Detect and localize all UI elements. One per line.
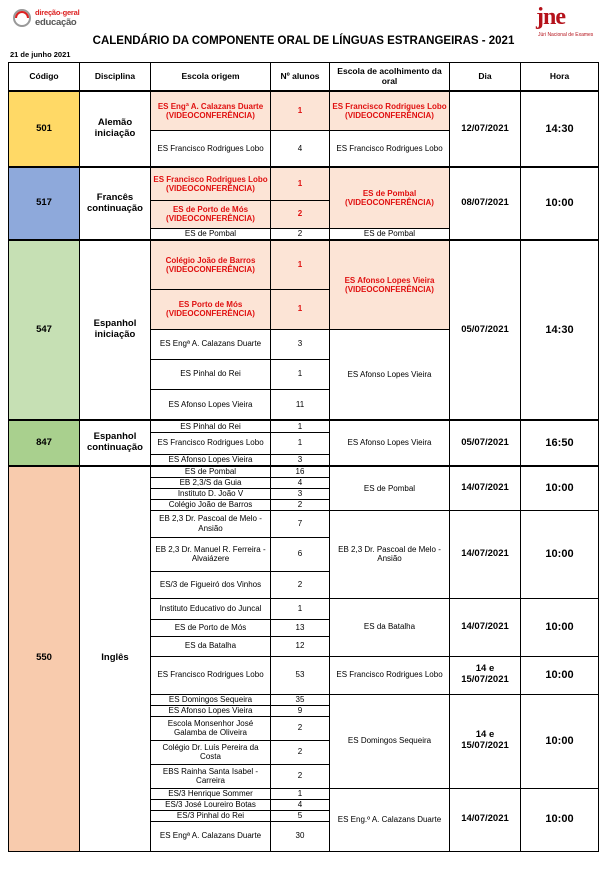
page-header bbox=[0, 0, 607, 62]
exam-date: 05/07/2021 bbox=[450, 420, 521, 466]
origin-school: Instituto Educativo do Juncal bbox=[151, 598, 271, 619]
student-count: 2 bbox=[271, 571, 330, 598]
origin-school: ES Afonso Lopes Vieira bbox=[151, 454, 271, 466]
col-header-escola-origem: Escola origem bbox=[151, 63, 271, 92]
origin-school: Instituto D. João V bbox=[151, 488, 271, 499]
group-discipline: Espanhol continuação bbox=[80, 420, 151, 466]
group-discipline: Alemão iniciação bbox=[80, 91, 151, 167]
origin-school: EBS Rainha Santa Isabel - Carreira bbox=[151, 764, 271, 788]
dge-logo bbox=[13, 6, 103, 32]
exam-date: 05/07/2021 bbox=[450, 240, 521, 420]
origin-school: Escola Monsenhor José Galamba de Oliveira bbox=[151, 716, 271, 740]
group-discipline: Francês continuação bbox=[80, 167, 151, 240]
origin-school: ES de Porto de Mós (VIDEOCONFERÊNCIA) bbox=[151, 200, 271, 228]
student-count: 12 bbox=[271, 636, 330, 656]
student-count: 4 bbox=[271, 799, 330, 810]
origin-school: ES Francisco Rodrigues Lobo bbox=[151, 432, 271, 454]
group-discipline: Espanhol iniciação bbox=[80, 240, 151, 420]
student-count: 2 bbox=[271, 200, 330, 228]
col-header-disciplina: Disciplina bbox=[80, 63, 151, 92]
group-code: 517 bbox=[9, 167, 80, 240]
origin-school: ES/3 de Figueiró dos Vinhos bbox=[151, 571, 271, 598]
exam-date: 08/07/2021 bbox=[450, 167, 521, 240]
dge-logo-line1: direção-geral bbox=[35, 8, 80, 17]
host-school: ES Francisco Rodrigues Lobo (VIDEOCONFERÊNCIA) bbox=[330, 91, 450, 130]
group-code: 550 bbox=[9, 466, 80, 851]
student-count: 6 bbox=[271, 537, 330, 571]
host-school: ES Afonso Lopes Vieira (VIDEOCONFERÊNCIA) bbox=[330, 240, 450, 329]
host-school: ES Eng.º A. Calazans Duarte bbox=[330, 788, 450, 851]
dge-logo-icon bbox=[13, 9, 31, 27]
student-count: 2 bbox=[271, 499, 330, 510]
student-count: 16 bbox=[271, 466, 330, 477]
exam-date: 14/07/2021 bbox=[450, 598, 521, 656]
exam-time: 14:30 bbox=[521, 91, 599, 167]
origin-school: ES Afonso Lopes Vieira bbox=[151, 705, 271, 716]
student-count: 35 bbox=[271, 694, 330, 705]
exam-time: 10:00 bbox=[521, 656, 599, 694]
host-school: ES Domingos Sequeira bbox=[330, 694, 450, 788]
origin-school: Colégio João de Barros (VIDEOCONFERÊNCIA) bbox=[151, 240, 271, 289]
exam-date: 14 e 15/07/2021 bbox=[450, 694, 521, 788]
col-header-hora: Hora bbox=[521, 63, 599, 92]
student-count: 53 bbox=[271, 656, 330, 694]
student-count: 1 bbox=[271, 240, 330, 289]
page-title: CALENDÁRIO DA COMPONENTE ORAL DE LÍNGUAS ESTRANGEIRAS - 2021 bbox=[92, 35, 515, 47]
jne-logo-subtext: Júri Nacional de Exames bbox=[538, 32, 594, 38]
exam-time: 16:50 bbox=[521, 420, 599, 466]
host-school: ES de Pombal bbox=[330, 228, 450, 240]
host-school: EB 2,3 Dr. Pascoal de Melo - Ansião bbox=[330, 510, 450, 598]
col-header-dia: Dia bbox=[450, 63, 521, 92]
student-count: 1 bbox=[271, 432, 330, 454]
origin-school: ES Francisco Rodrigues Lobo bbox=[151, 656, 271, 694]
origin-school: ES de Pombal bbox=[151, 466, 271, 477]
origin-school: ES de Pombal bbox=[151, 228, 271, 240]
host-school: ES Afonso Lopes Vieira bbox=[330, 420, 450, 466]
student-count: 1 bbox=[271, 91, 330, 130]
student-count: 2 bbox=[271, 740, 330, 764]
student-count: 2 bbox=[271, 228, 330, 240]
origin-school: ES Afonso Lopes Vieira bbox=[151, 389, 271, 420]
student-count: 9 bbox=[271, 705, 330, 716]
student-count: 2 bbox=[271, 764, 330, 788]
host-school: ES Francisco Rodrigues Lobo bbox=[330, 130, 450, 167]
origin-school: ES Porto de Mós (VIDEOCONFERÊNCIA) bbox=[151, 289, 271, 329]
origin-school: ES da Batalha bbox=[151, 636, 271, 656]
origin-school: ES/3 José Loureiro Botas bbox=[151, 799, 271, 810]
exam-time: 10:00 bbox=[521, 510, 599, 598]
student-count: 30 bbox=[271, 821, 330, 851]
exam-date: 14/07/2021 bbox=[450, 510, 521, 598]
table-row bbox=[9, 420, 599, 432]
exam-date: 12/07/2021 bbox=[450, 91, 521, 167]
student-count: 1 bbox=[271, 788, 330, 799]
table-header-row bbox=[9, 63, 599, 92]
host-school: ES da Batalha bbox=[330, 598, 450, 656]
origin-school: ES Engª A. Calazans Duarte bbox=[151, 821, 271, 851]
student-count: 2 bbox=[271, 716, 330, 740]
document-date: 21 de junho 2021 bbox=[10, 50, 71, 59]
table-row bbox=[9, 466, 599, 477]
exam-time: 10:00 bbox=[521, 167, 599, 240]
student-count: 13 bbox=[271, 619, 330, 636]
dge-logo-line2: educação bbox=[35, 17, 77, 28]
origin-school: ES Domingos Sequeira bbox=[151, 694, 271, 705]
student-count: 4 bbox=[271, 130, 330, 167]
calendar-table bbox=[8, 62, 599, 852]
host-school: ES Francisco Rodrigues Lobo bbox=[330, 656, 450, 694]
origin-school: EB 2,3 Dr. Manuel R. Ferreira - Alvaiázere bbox=[151, 537, 271, 571]
student-count: 1 bbox=[271, 359, 330, 389]
group-discipline: Inglês bbox=[80, 466, 151, 851]
exam-time: 10:00 bbox=[521, 598, 599, 656]
group-code: 501 bbox=[9, 91, 80, 167]
exam-time: 10:00 bbox=[521, 788, 599, 851]
student-count: 3 bbox=[271, 329, 330, 359]
table-row bbox=[9, 240, 599, 289]
group-code: 547 bbox=[9, 240, 80, 420]
student-count: 4 bbox=[271, 477, 330, 488]
host-school: ES de Pombal bbox=[330, 466, 450, 510]
exam-date: 14/07/2021 bbox=[450, 466, 521, 510]
origin-school: ES Pinhal do Rei bbox=[151, 420, 271, 432]
origin-school: ES Francisco Rodrigues Lobo (VIDEOCONFERÊNCIA) bbox=[151, 167, 271, 200]
origin-school: EB 2,3 Dr. Pascoal de Melo - Ansião bbox=[151, 510, 271, 537]
student-count: 11 bbox=[271, 389, 330, 420]
exam-time: 10:00 bbox=[521, 694, 599, 788]
origin-school: ES de Porto de Mós bbox=[151, 619, 271, 636]
student-count: 5 bbox=[271, 810, 330, 821]
exam-time: 14:30 bbox=[521, 240, 599, 420]
student-count: 1 bbox=[271, 289, 330, 329]
origin-school: ES Francisco Rodrigues Lobo bbox=[151, 130, 271, 167]
origin-school: ES Engª A. Calazans Duarte bbox=[151, 329, 271, 359]
col-header-escola-acolhimento: Escola de acolhimento da oral bbox=[330, 63, 450, 92]
host-school: ES Afonso Lopes Vieira bbox=[330, 329, 450, 420]
student-count: 7 bbox=[271, 510, 330, 537]
origin-school: EB 2,3/S da Guia bbox=[151, 477, 271, 488]
table-row bbox=[9, 91, 599, 130]
student-count: 3 bbox=[271, 454, 330, 466]
origin-school: ES Pinhal do Rei bbox=[151, 359, 271, 389]
col-header-n-alunos: Nº alunos bbox=[271, 63, 330, 92]
col-header-codigo: Código bbox=[9, 63, 80, 92]
exam-date: 14 e 15/07/2021 bbox=[450, 656, 521, 694]
exam-date: 14/07/2021 bbox=[450, 788, 521, 851]
origin-school: ES Engª A. Calazans Duarte (VIDEOCONFERÊNCIA) bbox=[151, 91, 271, 130]
table-row bbox=[9, 167, 599, 200]
jne-logo-text: jne bbox=[536, 4, 565, 30]
origin-school: ES/3 Pinhal do Rei bbox=[151, 810, 271, 821]
student-count: 3 bbox=[271, 488, 330, 499]
origin-school: Colégio Dr. Luís Pereira da Costa bbox=[151, 740, 271, 764]
student-count: 1 bbox=[271, 598, 330, 619]
origin-school: ES/3 Henrique Sommer bbox=[151, 788, 271, 799]
student-count: 1 bbox=[271, 420, 330, 432]
host-school: ES de Pombal (VIDEOCONFERÊNCIA) bbox=[330, 167, 450, 228]
exam-time: 10:00 bbox=[521, 466, 599, 510]
group-code: 847 bbox=[9, 420, 80, 466]
student-count: 1 bbox=[271, 167, 330, 200]
origin-school: Colégio João de Barros bbox=[151, 499, 271, 510]
